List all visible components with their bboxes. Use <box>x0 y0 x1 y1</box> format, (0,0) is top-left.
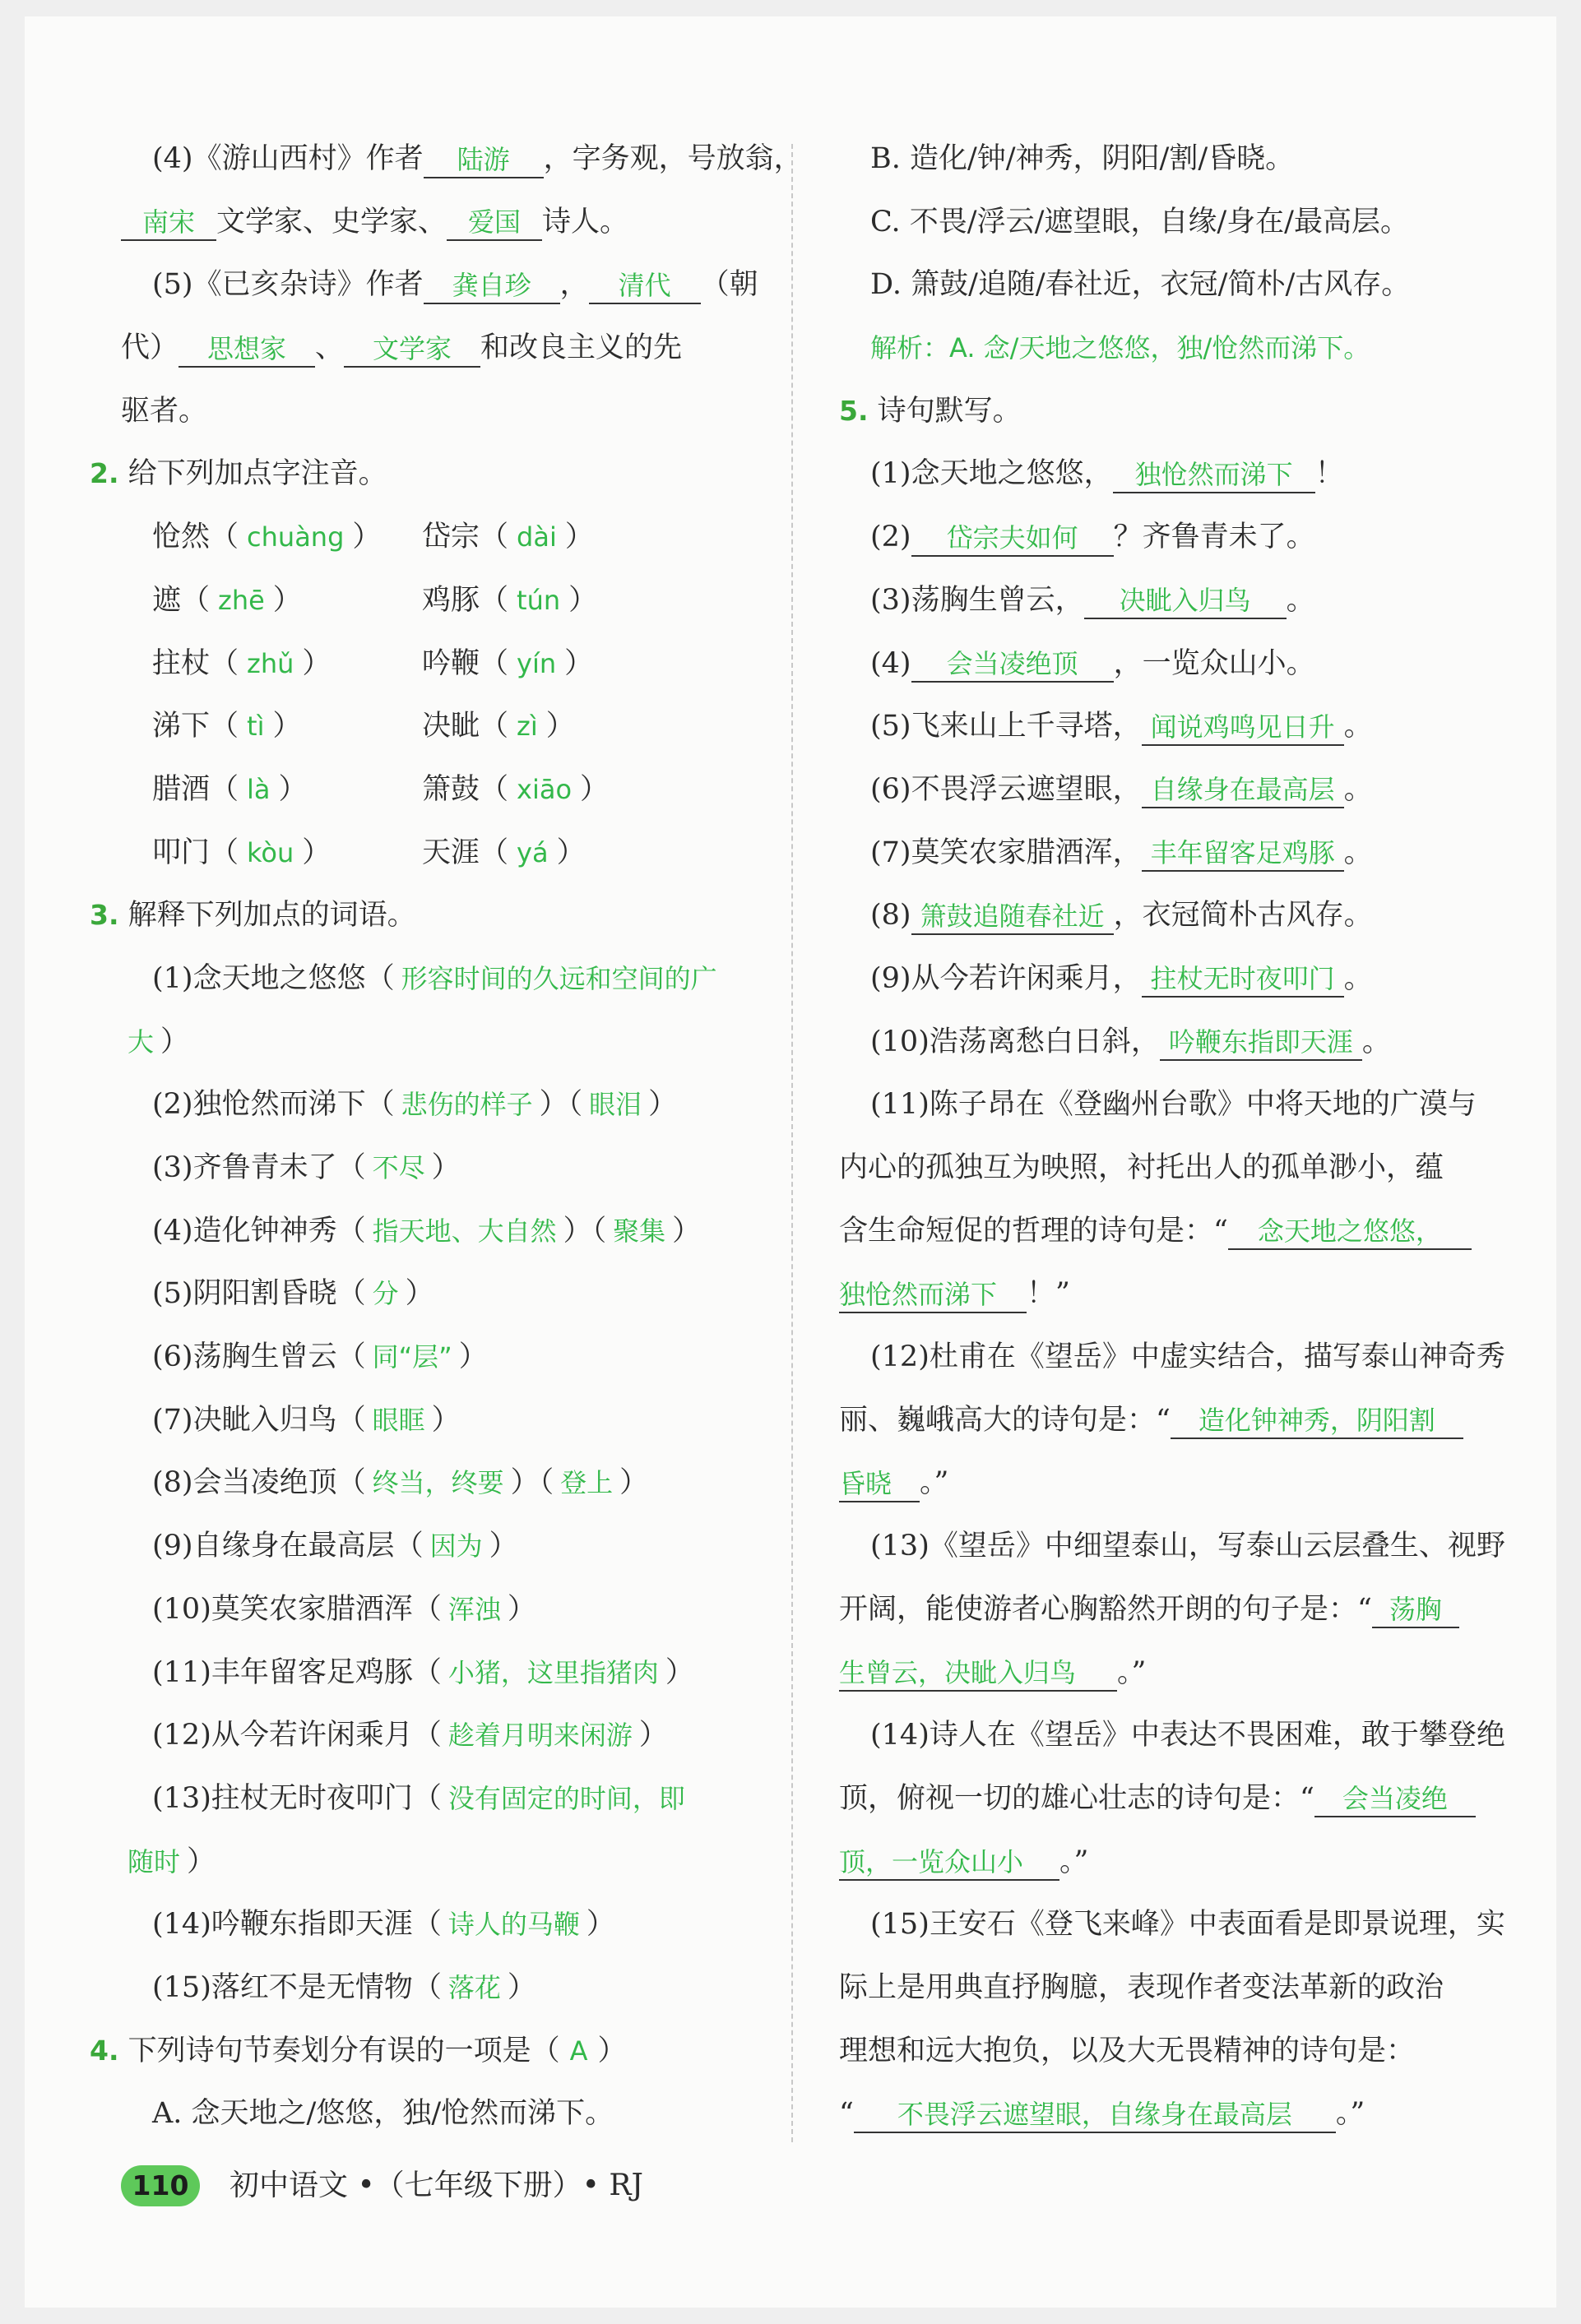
definition-item <box>121 1389 771 1452</box>
q1-5-line3 <box>121 380 771 443</box>
dictation-suffix: 。 <box>1343 961 1373 995</box>
q1-4-text: 诗人。 <box>542 205 629 238</box>
definition-item <box>121 1451 771 1515</box>
pinyin-answer: zì <box>517 711 538 743</box>
dictation-prefix: (2) <box>870 521 911 554</box>
definition-item <box>121 1011 771 1074</box>
definition-paren: ） <box>507 1592 536 1626</box>
answer-blank: 会当凌绝顶 <box>911 646 1114 683</box>
q1-5-text: ， <box>559 268 589 302</box>
q12-text: 丽、巍峨高大的诗句是：“ <box>839 1403 1171 1437</box>
q13-text: 。” <box>1117 1655 1147 1689</box>
answer-blank: 丰年留客足鸡豚 <box>1142 836 1344 872</box>
pinyin-row <box>121 695 771 758</box>
answer-blank: 箫鼓追随春社近 <box>911 899 1114 935</box>
left-column <box>90 127 803 2146</box>
answer-blank: 龚自珍 <box>424 268 560 304</box>
pinyin-item <box>152 758 422 822</box>
definition-item <box>121 1073 771 1137</box>
definition-answer: 悲伤的样子 <box>401 1089 533 1121</box>
definition-paren: ） <box>665 1655 694 1689</box>
q13-text: 开阔，能使游者心胸豁然开朗的句子是：“ <box>839 1592 1372 1626</box>
option-a: A. 念天地之/悠悠，独/怆然而涕下。 <box>152 2097 614 2131</box>
definition-item <box>121 1515 771 1578</box>
definition-question: (7)决眦入归鸟（ <box>152 1403 366 1437</box>
q1-5-line1 <box>121 253 771 317</box>
pinyin-answer: tún <box>517 584 561 616</box>
pinyin-word: 岱宗 <box>422 521 480 554</box>
pinyin-word: 腊酒 <box>152 772 211 806</box>
q15-line2: 际上是用典直抒胸臆，表现作者变法革新的政治 <box>839 1970 1444 2004</box>
pinyin-paren: （ <box>210 646 239 680</box>
q14-line1: (14)诗人在《望岳》中表达不畏困难，敢于攀登绝 <box>870 1719 1505 1752</box>
answer-blank: 造化钟神秀，阴阳割 <box>1171 1403 1463 1439</box>
q1-5-text: 和改良主义的先 <box>480 331 683 365</box>
dictation-prefix: (4) <box>870 646 911 680</box>
pinyin-item <box>422 822 692 885</box>
definition-list <box>121 947 771 2020</box>
definition-question: (10)莫笑农家腊酒浑（ <box>152 1592 442 1626</box>
definition-answer: 聚集 <box>613 1215 666 1247</box>
answer-blank: 拄杖无时夜叩门 <box>1142 961 1344 998</box>
dictation-prefix: (6)不畏浮云遮望眼， <box>870 772 1142 806</box>
definition-answer: 浑浊 <box>447 1593 501 1625</box>
answer-blank: 岱宗夫如何 <box>911 521 1114 557</box>
definition-paren: ） <box>160 1025 190 1058</box>
definition-paren: ） <box>431 1151 461 1184</box>
definition-paren: ） <box>507 1970 536 2004</box>
dictation-item <box>839 884 1472 947</box>
answer-blank: 不畏浮云遮望眼，自缘身在最高层 <box>854 2097 1336 2133</box>
dictation-prefix: (8) <box>870 899 911 933</box>
definition-paren: ） <box>405 1277 434 1311</box>
definition-answer: 落花 <box>447 1971 501 2003</box>
q5-heading <box>839 380 1472 443</box>
answer-blank: 昏晓 <box>839 1466 920 1502</box>
definition-paren: ） <box>187 1845 216 1878</box>
pinyin-paren: ） <box>556 836 586 869</box>
pinyin-paren: ） <box>545 710 575 743</box>
option-b: B. 造化/钟/神秀，阴阳/割/昏晓。 <box>870 142 1295 175</box>
q13-line3 <box>839 1641 1472 1705</box>
pinyin-item <box>422 506 692 569</box>
definition-item <box>121 1200 771 1263</box>
definition-item <box>121 1262 771 1326</box>
definition-answer: 大 <box>128 1025 155 1058</box>
pinyin-answer: yá <box>517 836 549 868</box>
dictation-prefix: (3)荡胸生曾云， <box>870 583 1084 617</box>
definition-answer: 眼眶 <box>372 1404 425 1436</box>
answer-blank: 荡胸 <box>1372 1592 1459 1628</box>
definition-question: (1)念天地之悠悠（ <box>152 961 395 995</box>
pinyin-paren: （ <box>480 710 509 743</box>
pinyin-word: 吟鞭 <box>422 646 480 680</box>
pinyin-paren: ） <box>564 646 594 680</box>
definition-item <box>121 1137 771 1200</box>
question-number: 4. <box>90 2034 119 2067</box>
pinyin-paren: （ <box>210 836 239 869</box>
right-column <box>839 127 1505 2146</box>
dictation-prefix: (5)飞来山上千寻塔， <box>870 710 1142 743</box>
question-number: 5. <box>839 394 869 427</box>
q1-4-text: 文学家、史学家、 <box>216 205 447 238</box>
pinyin-paren: ） <box>302 646 332 680</box>
definition-item <box>121 1641 771 1705</box>
question-text: ） <box>597 2034 627 2067</box>
definition-answer: 同“层” <box>372 1341 452 1373</box>
q12-text: 。” <box>920 1466 949 1500</box>
answer-choice: A <box>569 2035 588 2067</box>
pinyin-row <box>121 758 771 822</box>
dictation-item <box>839 758 1472 822</box>
q1-5-text: 代） <box>121 331 179 365</box>
definition-answer: 分 <box>372 1278 399 1310</box>
pinyin-paren: ） <box>272 583 302 617</box>
q1-4-text: ，字务观，号放翁， <box>543 142 803 175</box>
dictation-list <box>839 442 1472 1073</box>
definition-paren: ）（ <box>510 1466 554 1500</box>
definition-question: (6)荡胸生曾云（ <box>152 1340 366 1374</box>
q11-text: 含生命短促的哲理的诗句是：“ <box>839 1214 1228 1248</box>
dictation-item <box>839 632 1472 696</box>
dictation-suffix: 。 <box>1343 710 1373 743</box>
page-footer <box>121 2159 643 2210</box>
definition-answer: 没有固定的时间，即 <box>447 1782 685 1814</box>
definition-question: (8)会当凌绝顶（ <box>152 1466 366 1500</box>
q11-line4 <box>839 1262 1472 1326</box>
pinyin-row <box>121 506 771 569</box>
answer-blank: 吟鞭东指即天涯 <box>1160 1025 1362 1061</box>
pinyin-row <box>121 632 771 696</box>
q13-line1: (13)《望岳》中细望泰山，写泰山云层叠生、视野 <box>870 1530 1505 1563</box>
dictation-suffix: 。 <box>1343 836 1373 869</box>
definition-item <box>121 1831 771 1894</box>
answer-blank: 生曾云，决眦入归鸟 <box>839 1655 1117 1692</box>
pinyin-word: 涕下 <box>152 710 211 743</box>
pinyin-word: 决眦 <box>422 710 480 743</box>
answer-blank: 陆游 <box>424 142 544 178</box>
pinyin-paren: （ <box>480 836 509 869</box>
q15-text: “ <box>839 2097 854 2131</box>
q14-text: 。” <box>1059 1845 1089 1878</box>
definition-answer: 因为 <box>429 1530 483 1562</box>
definition-answer: 形容时间的久远和空间的广 <box>401 962 717 994</box>
pinyin-item <box>152 822 422 885</box>
definition-question: (3)齐鲁青未了（ <box>152 1151 366 1184</box>
pinyin-word: 鸡豚 <box>422 583 480 617</box>
definition-paren: ） <box>489 1530 518 1563</box>
q15-text: 。” <box>1335 2097 1365 2131</box>
pinyin-item <box>152 569 422 632</box>
pinyin-paren: （ <box>480 583 509 617</box>
answer-blank: 南宋 <box>121 205 216 241</box>
q12-line1: (12)杜甫在《望岳》中虚实结合，描写泰山神奇秀 <box>870 1340 1505 1374</box>
answer-blank: 决眦入归鸟 <box>1084 583 1287 619</box>
definition-item <box>121 1893 771 1956</box>
pinyin-word: 箫鼓 <box>422 772 480 806</box>
definition-paren: ） <box>586 1908 615 1942</box>
definition-item <box>121 1578 771 1641</box>
q1-5-text: (5)《已亥杂诗》作者 <box>152 268 424 302</box>
answer-blank: 清代 <box>589 268 701 304</box>
pinyin-paren: ） <box>278 772 308 806</box>
definition-question: (11)丰年留客足鸡豚（ <box>152 1655 442 1689</box>
pinyin-answer: tì <box>247 711 265 743</box>
pinyin-word: 拄杖 <box>152 646 211 680</box>
pinyin-paren: （ <box>210 710 239 743</box>
pinyin-answer: yín <box>517 647 557 679</box>
pinyin-item <box>422 569 692 632</box>
definition-paren: ）（ <box>539 1088 583 1122</box>
q1-4-line2 <box>121 191 771 254</box>
definition-question: (4)造化钟神秀（ <box>152 1214 366 1248</box>
pinyin-row <box>121 822 771 885</box>
definition-paren: ） <box>431 1403 461 1437</box>
book-title: 初中语文 •（七年级下册）• RJ <box>230 2168 643 2202</box>
question-number: 2. <box>90 457 119 490</box>
analysis-note: 解析：A. 念/天地之悠悠，独/怆然而涕下。 <box>870 332 1370 364</box>
pinyin-item <box>422 632 692 696</box>
dictation-suffix: ，一览众山小。 <box>1113 646 1315 680</box>
definition-answer: 不尽 <box>372 1152 425 1183</box>
pinyin-answer: là <box>247 773 271 805</box>
question-text: 下列诗句节奏划分有误的一项是（ <box>128 2034 560 2067</box>
definition-answer: 终当，终要 <box>372 1467 504 1499</box>
definition-question: (5)阴阳割昏晓（ <box>152 1277 366 1311</box>
pinyin-paren: ） <box>568 583 598 617</box>
q11-line2: 内心的孤独互为映照，衬托出人的孤单渺小，蕴 <box>839 1151 1444 1184</box>
definition-item <box>121 1767 771 1831</box>
q12-line2 <box>839 1389 1472 1452</box>
pinyin-answer: dài <box>517 521 557 553</box>
q11-text: ！” <box>1027 1277 1070 1311</box>
page-number: 110 <box>121 2165 200 2206</box>
dictation-prefix: (1)念天地之悠悠， <box>870 457 1113 491</box>
dictation-prefix: (7)莫笑农家腊酒浑， <box>870 836 1142 869</box>
answer-blank: 闻说鸡鸣见日升 <box>1142 710 1344 746</box>
definition-question: (14)吟鞭东指即天涯（ <box>152 1908 442 1942</box>
definition-question: (15)落红不是无情物（ <box>152 1970 442 2004</box>
answer-blank: 顶，一览众山小 <box>839 1845 1059 1881</box>
definition-question: (12)从今若许闲乘月（ <box>152 1719 442 1752</box>
q14-text: 顶，俯视一切的雄心壮志的诗句是：“ <box>839 1781 1314 1815</box>
answer-blank: 独怆然而涕下 <box>1113 457 1315 493</box>
q15-line3: 理想和远大抱负，以及大无畏精神的诗句是： <box>839 2034 1416 2067</box>
pinyin-paren: ） <box>302 836 332 869</box>
definition-item <box>121 1326 771 1389</box>
q14-line2 <box>839 1767 1472 1831</box>
dictation-suffix: ，衣冠简朴古风存。 <box>1113 899 1373 933</box>
pinyin-paren: （ <box>480 646 509 680</box>
pinyin-answer: kòu <box>247 836 294 868</box>
answer-blank: 自缘身在最高层 <box>1142 772 1344 808</box>
q3-heading <box>90 884 771 947</box>
definition-paren: ）（ <box>563 1214 607 1248</box>
definition-paren: ） <box>672 1214 702 1248</box>
answer-blank: 念天地之悠悠， <box>1228 1214 1472 1250</box>
q1-5-line2 <box>121 317 771 380</box>
question-text: 解释下列加点的词语。 <box>128 899 416 933</box>
answer-blank: 独怆然而涕下 <box>839 1277 1027 1313</box>
pinyin-item <box>152 695 422 758</box>
definition-answer: 登上 <box>560 1467 614 1499</box>
answer-blank: 会当凌绝 <box>1314 1781 1476 1817</box>
pinyin-answer: zhǔ <box>247 647 294 679</box>
q15-line4 <box>839 2082 1472 2146</box>
q2-heading <box>90 442 771 506</box>
definition-answer: 指天地、大自然 <box>372 1215 557 1247</box>
definition-paren: ） <box>638 1719 668 1752</box>
q1-5-text: （朝 <box>700 268 758 302</box>
q13-line2 <box>839 1578 1472 1641</box>
dictation-item <box>839 695 1472 758</box>
pinyin-item <box>152 632 422 696</box>
dictation-item <box>839 442 1472 506</box>
question-number: 3. <box>90 899 119 932</box>
pinyin-row <box>121 569 771 632</box>
option-d: D. 箫鼓/追随/春社近，衣冠/简朴/古风存。 <box>870 268 1411 302</box>
pinyin-word: 怆然 <box>152 521 211 554</box>
answer-blank: 爱国 <box>447 205 542 241</box>
dictation-suffix: ！ <box>1314 457 1344 491</box>
dictation-suffix: 。 <box>1361 1025 1391 1058</box>
pinyin-answer: chuàng <box>247 521 345 553</box>
definition-answer: 小猪，这里指猪肉 <box>447 1656 659 1688</box>
definition-answer: 随时 <box>128 1845 181 1877</box>
q14-line3 <box>839 1831 1472 1894</box>
dictation-suffix: ？齐鲁青未了。 <box>1113 521 1315 554</box>
pinyin-paren: ） <box>564 521 594 554</box>
column-divider <box>791 144 793 2142</box>
pinyin-paren: （ <box>210 772 239 806</box>
pinyin-answer: xiāo <box>517 773 573 805</box>
pinyin-word: 天涯 <box>422 836 480 869</box>
pinyin-paren: ） <box>580 772 610 806</box>
definition-question: (9)自缘身在最高层（ <box>152 1530 424 1563</box>
pinyin-item <box>422 695 692 758</box>
q11-line3 <box>839 1200 1472 1263</box>
pinyin-paren: （ <box>210 521 239 554</box>
pinyin-paren: （ <box>480 772 509 806</box>
pinyin-item <box>422 758 692 822</box>
q1-4-line1 <box>121 127 803 191</box>
answer-blank: 思想家 <box>178 331 315 368</box>
pinyin-list <box>121 506 771 884</box>
definition-question: (2)独怆然而涕下（ <box>152 1088 395 1122</box>
question-text: 诗句默写。 <box>877 394 1022 428</box>
dictation-prefix: (9)从今若许闲乘月， <box>870 961 1142 995</box>
definition-item <box>121 1956 771 2020</box>
dictation-item <box>839 569 1472 632</box>
dictation-item <box>839 1011 1472 1074</box>
q1-5-text: 、 <box>315 331 345 365</box>
pinyin-word: 叩门 <box>152 836 211 869</box>
definition-paren: ） <box>458 1340 488 1374</box>
dictation-suffix: 。 <box>1286 583 1315 617</box>
pinyin-word: 遮 <box>152 583 182 617</box>
q15-line1: (15)王安石《登飞来峰》中表面看是即景说理，实 <box>870 1908 1505 1942</box>
q12-line3 <box>839 1451 1472 1515</box>
dictation-item <box>839 506 1472 569</box>
pinyin-item <box>152 506 422 569</box>
option-c: C. 不畏/浮云/遮望眼，自缘/身在/最高层。 <box>870 205 1409 238</box>
pinyin-paren: （ <box>181 583 211 617</box>
definition-answer: 趁着月明来闲游 <box>447 1720 633 1752</box>
definition-paren: ） <box>648 1088 678 1122</box>
pinyin-paren: （ <box>480 521 509 554</box>
definition-item <box>121 1704 771 1767</box>
definition-question: (13)拄杖无时夜叩门（ <box>152 1781 442 1815</box>
definition-paren: ） <box>619 1466 649 1500</box>
q11-line1: (11)陈子昂在《登幽州台歌》中将天地的广漠与 <box>870 1088 1477 1122</box>
pinyin-paren: ） <box>272 710 302 743</box>
answer-blank: 文学家 <box>344 331 480 368</box>
dictation-item <box>839 822 1472 885</box>
q1-4-text: (4)《游山西村》作者 <box>152 142 424 175</box>
q1-5-text: 驱者。 <box>121 394 208 428</box>
pinyin-answer: zhē <box>218 584 265 616</box>
definition-answer: 眼泪 <box>589 1089 642 1121</box>
definition-answer: 诗人的马鞭 <box>447 1909 580 1941</box>
dictation-suffix: 。 <box>1343 772 1373 806</box>
definition-item <box>121 947 771 1011</box>
dictation-prefix: (10)浩荡离愁白日斜， <box>870 1025 1160 1058</box>
pinyin-paren: ） <box>352 521 382 554</box>
dictation-item <box>839 947 1472 1011</box>
q4-heading <box>90 2020 771 2083</box>
question-text: 给下列加点字注音。 <box>128 457 387 491</box>
